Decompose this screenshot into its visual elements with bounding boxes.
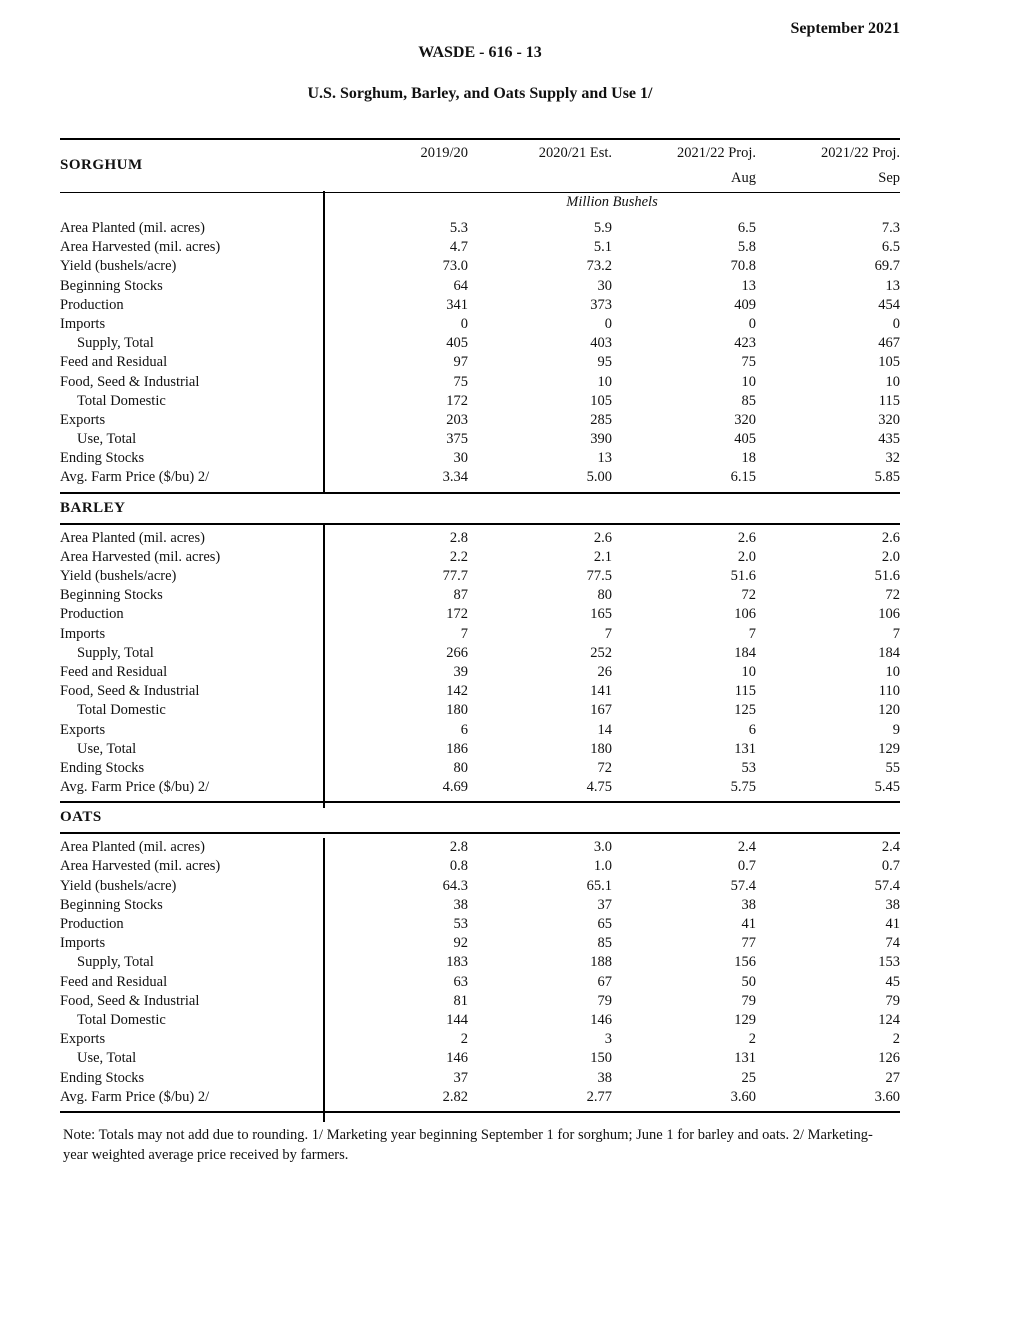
- row-value: 390: [590, 431, 612, 448]
- row-value: 105: [878, 354, 900, 371]
- row-value: 4.7: [449, 239, 468, 256]
- row-value: 252: [590, 644, 612, 661]
- row-value: 144: [446, 1011, 468, 1028]
- row-value: 5.1: [593, 239, 612, 256]
- row-value: 373: [590, 296, 612, 313]
- row-value: 0: [748, 315, 756, 332]
- section-barley: [60, 525, 900, 802]
- row-value: 126: [878, 1050, 900, 1067]
- row-value: 120: [878, 702, 900, 719]
- row-value: 10: [885, 663, 900, 680]
- row-label: Use, Total: [77, 1050, 137, 1067]
- row-value: 85: [597, 935, 612, 952]
- row-value: 65: [597, 916, 612, 932]
- table-row: [60, 778, 900, 797]
- row-value: 73.0: [442, 258, 468, 275]
- row-value: 203: [446, 411, 468, 428]
- row-value: 13: [741, 277, 756, 294]
- table-row: [60, 625, 900, 644]
- row-label: Supply, Total: [77, 644, 154, 661]
- row-label: Food, Seed & Industrial: [60, 992, 200, 1009]
- row-label: Feed and Residual: [60, 973, 168, 990]
- row-value: 0.7: [737, 858, 756, 875]
- table-row: [60, 1030, 900, 1049]
- row-value: 9: [892, 721, 900, 738]
- row-value: 172: [446, 392, 468, 409]
- table-row: [60, 838, 900, 857]
- col-header-2019: 2019/20: [420, 145, 468, 161]
- row-value: 7.3: [881, 220, 900, 236]
- row-value: 51.6: [874, 568, 900, 584]
- row-value: 26: [597, 663, 612, 680]
- row-value: 146: [590, 1011, 612, 1028]
- row-value: 320: [878, 411, 900, 428]
- row-value: 72: [597, 759, 612, 776]
- row-value: 0: [892, 315, 900, 332]
- row-value: 4.69: [442, 779, 468, 796]
- row-value: 5.00: [586, 469, 612, 486]
- row-label: Supply, Total: [77, 954, 154, 971]
- row-label: Total Domestic: [77, 702, 166, 719]
- row-label: Imports: [60, 625, 106, 642]
- row-value: 10: [741, 663, 756, 680]
- row-label: Ending Stocks: [60, 1069, 145, 1086]
- row-value: 30: [597, 277, 612, 294]
- row-value: 63: [453, 973, 468, 990]
- row-label: Area Planted (mil. acres): [60, 529, 205, 546]
- row-label: Beginning Stocks: [60, 277, 163, 294]
- section-name-barley: BARLEY: [60, 492, 900, 525]
- row-label: Area Harvested (mil. acres): [60, 239, 221, 256]
- row-value: 454: [878, 296, 900, 313]
- report-number: WASDE - 616 - 13: [418, 44, 542, 61]
- table-row: [60, 586, 900, 605]
- row-value: 79: [885, 992, 900, 1009]
- row-value: 403: [590, 335, 612, 352]
- row-value: 341: [446, 296, 468, 313]
- row-label: Imports: [60, 315, 106, 332]
- row-value: 67: [597, 973, 612, 990]
- table-row: [60, 973, 900, 992]
- col-header-2020: 2020/21 Est.: [538, 145, 612, 161]
- row-value: 64: [453, 277, 468, 294]
- table-row: [60, 721, 900, 740]
- row-value: 80: [597, 587, 612, 604]
- row-value: 6.5: [881, 239, 900, 256]
- row-label: Food, Seed & Industrial: [60, 373, 200, 390]
- row-value: 85: [741, 392, 756, 409]
- page-title: U.S. Sorghum, Barley, and Oats Supply and Use 1/: [307, 85, 653, 102]
- table-header: [60, 140, 900, 192]
- row-value: 0: [460, 315, 468, 332]
- row-value: 467: [878, 335, 900, 352]
- row-label: Area Planted (mil. acres): [60, 220, 205, 236]
- row-value: 38: [597, 1069, 612, 1086]
- row-value: 405: [734, 431, 756, 448]
- row-value: 409: [734, 296, 756, 313]
- table-row: [60, 353, 900, 372]
- row-label: Production: [60, 606, 124, 623]
- row-value: 115: [734, 683, 756, 700]
- col-header-2021-sep-line1: 2021/22 Proj.: [821, 145, 900, 161]
- row-label: Yield (bushels/acre): [60, 258, 177, 275]
- row-value: 5.9: [593, 220, 612, 236]
- row-value: 79: [597, 992, 612, 1009]
- table-row: [60, 373, 900, 392]
- row-value: 50: [741, 973, 756, 990]
- row-value: 53: [741, 759, 756, 776]
- section-name-oats: OATS: [60, 801, 900, 834]
- row-value: 2.82: [442, 1088, 468, 1105]
- row-value: 131: [734, 1050, 756, 1067]
- row-value: 69.7: [874, 258, 900, 275]
- row-value: 72: [885, 587, 900, 604]
- row-value: 2.77: [586, 1088, 612, 1105]
- row-label: Food, Seed & Industrial: [60, 683, 200, 700]
- row-value: 38: [741, 896, 756, 913]
- row-value: 106: [734, 606, 756, 623]
- row-value: 70.8: [730, 258, 756, 275]
- row-value: 53: [453, 916, 468, 932]
- table-row: [60, 877, 900, 896]
- units-label: Million Bushels: [566, 194, 658, 210]
- row-value: 72: [741, 587, 756, 604]
- row-value: 37: [453, 1069, 468, 1086]
- row-value: 13: [597, 450, 612, 467]
- row-value: 110: [878, 683, 900, 700]
- row-label: Use, Total: [77, 431, 137, 448]
- table-row: [60, 257, 900, 276]
- row-value: 41: [885, 916, 900, 932]
- section-rows: [60, 215, 900, 492]
- row-value: 0.7: [881, 858, 900, 875]
- row-label: Yield (bushels/acre): [60, 877, 177, 894]
- row-value: 27: [885, 1069, 900, 1086]
- row-value: 38: [885, 896, 900, 913]
- units-row: [60, 192, 900, 215]
- table-row: [60, 1088, 900, 1107]
- row-value: 188: [590, 954, 612, 971]
- row-value: 75: [453, 373, 468, 390]
- row-value: 39: [453, 663, 468, 680]
- supply-use-table: [60, 138, 900, 1113]
- row-value: 2.6: [593, 529, 612, 546]
- section-rows: [60, 834, 900, 1111]
- row-value: 79: [741, 992, 756, 1009]
- row-value: 65.1: [586, 877, 612, 894]
- row-value: 5.75: [730, 779, 756, 796]
- row-value: 7: [460, 625, 468, 642]
- row-value: 95: [597, 354, 612, 371]
- section-rows: [60, 525, 900, 802]
- table-row: [60, 857, 900, 876]
- row-value: 405: [446, 335, 468, 352]
- section-name-sorghum: SORGHUM: [60, 157, 143, 173]
- row-label: Production: [60, 296, 124, 313]
- section-sorghum: [60, 215, 900, 492]
- row-value: 81: [453, 992, 468, 1009]
- row-value: 2.6: [737, 529, 756, 546]
- row-value: 30: [453, 450, 468, 467]
- table-row: [60, 1069, 900, 1088]
- table-row: [60, 953, 900, 972]
- row-label: Ending Stocks: [60, 450, 145, 467]
- row-value: 7: [604, 625, 612, 642]
- row-value: 80: [453, 759, 468, 776]
- row-value: 266: [446, 644, 468, 661]
- table-row: [60, 740, 900, 759]
- table-row: [60, 449, 900, 468]
- row-value: 13: [885, 277, 900, 294]
- table-row: [60, 392, 900, 411]
- row-value: 51.6: [730, 568, 756, 584]
- row-value: 106: [878, 606, 900, 623]
- table-row: [60, 682, 900, 701]
- row-value: 5.3: [449, 220, 468, 236]
- row-value: 2.4: [737, 839, 756, 856]
- table-row: [60, 296, 900, 315]
- table-row: [60, 605, 900, 624]
- row-value: 74: [885, 935, 900, 952]
- table-row: [60, 567, 900, 586]
- table-row: [60, 644, 900, 663]
- row-value: 18: [741, 450, 756, 467]
- row-label: Avg. Farm Price ($/bu) 2/: [60, 1088, 210, 1105]
- row-value: 2.4: [881, 839, 900, 856]
- footnote: Note: Totals may not add due to rounding. 1/ Marketing year beginning September 1 for sorghum; June 1 for barley and oats. 2/ Marketing-year weighted average price received by farmers.: [63, 1127, 873, 1163]
- row-value: 141: [590, 683, 612, 700]
- table-row: [60, 277, 900, 296]
- row-label: Imports: [60, 935, 106, 952]
- row-value: 2.2: [449, 548, 468, 565]
- row-value: 57.4: [730, 877, 756, 894]
- row-value: 7: [748, 625, 756, 642]
- table-row: [60, 1011, 900, 1030]
- row-value: 186: [446, 740, 468, 757]
- col-header-2021-aug-line2: Aug: [731, 170, 756, 186]
- row-value: 92: [453, 935, 468, 952]
- col-header-2021-aug-line1: 2021/22 Proj.: [677, 145, 756, 161]
- row-value: 3.60: [730, 1088, 756, 1105]
- row-value: 14: [597, 721, 612, 738]
- vline-barley: [323, 524, 325, 808]
- row-value: 25: [741, 1069, 756, 1086]
- row-label: Feed and Residual: [60, 354, 168, 371]
- row-value: 3.0: [593, 839, 612, 856]
- row-value: 4.75: [586, 779, 612, 796]
- table-row: [60, 315, 900, 334]
- table-row: [60, 334, 900, 353]
- row-value: 41: [741, 916, 756, 932]
- row-value: 6: [460, 721, 468, 738]
- row-value: 73.2: [586, 258, 612, 275]
- row-value: 0.8: [449, 858, 468, 875]
- row-value: 38: [453, 896, 468, 913]
- row-value: 2: [460, 1031, 468, 1048]
- row-label: Production: [60, 916, 124, 932]
- row-value: 150: [590, 1050, 612, 1067]
- row-value: 97: [453, 354, 468, 371]
- row-value: 146: [446, 1050, 468, 1067]
- row-value: 32: [885, 450, 900, 467]
- row-value: 2: [748, 1031, 756, 1048]
- row-value: 153: [878, 954, 900, 971]
- row-value: 2.6: [881, 529, 900, 546]
- table-row: [60, 430, 900, 449]
- row-value: 77: [741, 935, 756, 952]
- row-value: 64.3: [442, 877, 468, 894]
- row-label: Area Harvested (mil. acres): [60, 548, 221, 565]
- row-value: 5.85: [874, 469, 900, 486]
- row-value: 142: [446, 683, 468, 700]
- row-value: 184: [878, 644, 900, 661]
- table-row: [60, 529, 900, 548]
- table-row: [60, 238, 900, 257]
- vline-sorghum: [323, 191, 325, 493]
- table-row: [60, 548, 900, 567]
- table-row: [60, 759, 900, 778]
- row-value: 87: [453, 587, 468, 604]
- row-value: 165: [590, 606, 612, 623]
- row-value: 180: [446, 702, 468, 719]
- row-value: 172: [446, 606, 468, 623]
- table-row: [60, 411, 900, 430]
- row-value: 129: [734, 1011, 756, 1028]
- table-row: [60, 663, 900, 682]
- row-value: 320: [734, 411, 756, 428]
- table-row: [60, 219, 900, 238]
- row-value: 435: [878, 431, 900, 448]
- row-value: 131: [734, 740, 756, 757]
- row-label: Total Domestic: [77, 392, 166, 409]
- row-label: Beginning Stocks: [60, 896, 163, 913]
- row-value: 184: [734, 644, 756, 661]
- table-row: [60, 934, 900, 953]
- row-value: 45: [885, 973, 900, 990]
- row-value: 55: [885, 759, 900, 776]
- row-label: Exports: [60, 1031, 106, 1048]
- row-label: Use, Total: [77, 740, 137, 757]
- row-value: 2.0: [881, 548, 900, 565]
- row-value: 57.4: [874, 877, 900, 894]
- row-value: 375: [446, 431, 468, 448]
- row-value: 3.60: [874, 1088, 900, 1105]
- row-value: 2.8: [449, 839, 468, 856]
- row-label: Area Planted (mil. acres): [60, 839, 205, 856]
- row-value: 124: [878, 1011, 900, 1028]
- row-value: 6.5: [737, 220, 756, 236]
- row-value: 10: [885, 373, 900, 390]
- row-label: Exports: [60, 721, 106, 738]
- row-value: 423: [734, 335, 756, 352]
- row-value: 2.8: [449, 529, 468, 546]
- row-label: Exports: [60, 411, 106, 428]
- row-value: 77.5: [586, 568, 612, 584]
- row-label: Supply, Total: [77, 335, 154, 352]
- row-value: 75: [741, 354, 756, 371]
- row-label: Ending Stocks: [60, 759, 145, 776]
- row-value: 125: [734, 702, 756, 719]
- row-value: 5.8: [737, 239, 756, 256]
- row-value: 2: [892, 1031, 900, 1048]
- row-value: 285: [590, 411, 612, 428]
- row-value: 77.7: [442, 568, 468, 584]
- row-value: 3.34: [442, 469, 468, 486]
- row-label: Avg. Farm Price ($/bu) 2/: [60, 469, 210, 486]
- row-label: Yield (bushels/acre): [60, 568, 177, 584]
- row-value: 0: [604, 315, 612, 332]
- row-value: 10: [741, 373, 756, 390]
- section-oats: [60, 834, 900, 1111]
- row-value: 2.1: [593, 548, 612, 565]
- row-label: Avg. Farm Price ($/bu) 2/: [60, 779, 210, 796]
- row-value: 2.0: [737, 548, 756, 565]
- row-value: 7: [892, 625, 900, 642]
- row-value: 1.0: [593, 858, 612, 875]
- row-value: 105: [590, 392, 612, 409]
- table-row: [60, 701, 900, 720]
- table-row: [60, 1049, 900, 1068]
- table-row: [60, 915, 900, 934]
- row-value: 180: [590, 740, 612, 757]
- table-row: [60, 468, 900, 487]
- row-value: 6.15: [730, 469, 756, 486]
- row-value: 6: [748, 721, 756, 738]
- vline-oats: [323, 838, 325, 1122]
- row-value: 10: [597, 373, 612, 390]
- row-label: Area Harvested (mil. acres): [60, 858, 221, 875]
- row-value: 129: [878, 740, 900, 757]
- row-value: 115: [878, 392, 900, 409]
- row-value: 183: [446, 954, 468, 971]
- row-value: 3: [604, 1031, 612, 1048]
- table-row: [60, 896, 900, 915]
- col-header-2021-sep-line2: Sep: [878, 170, 900, 186]
- row-label: Total Domestic: [77, 1011, 166, 1028]
- row-label: Feed and Residual: [60, 663, 168, 680]
- report-date: September 2021: [790, 20, 900, 37]
- row-value: 167: [590, 702, 612, 719]
- row-value: 37: [597, 896, 612, 913]
- row-value: 5.45: [874, 779, 900, 796]
- table-row: [60, 992, 900, 1011]
- row-label: Beginning Stocks: [60, 587, 163, 604]
- row-value: 156: [734, 954, 756, 971]
